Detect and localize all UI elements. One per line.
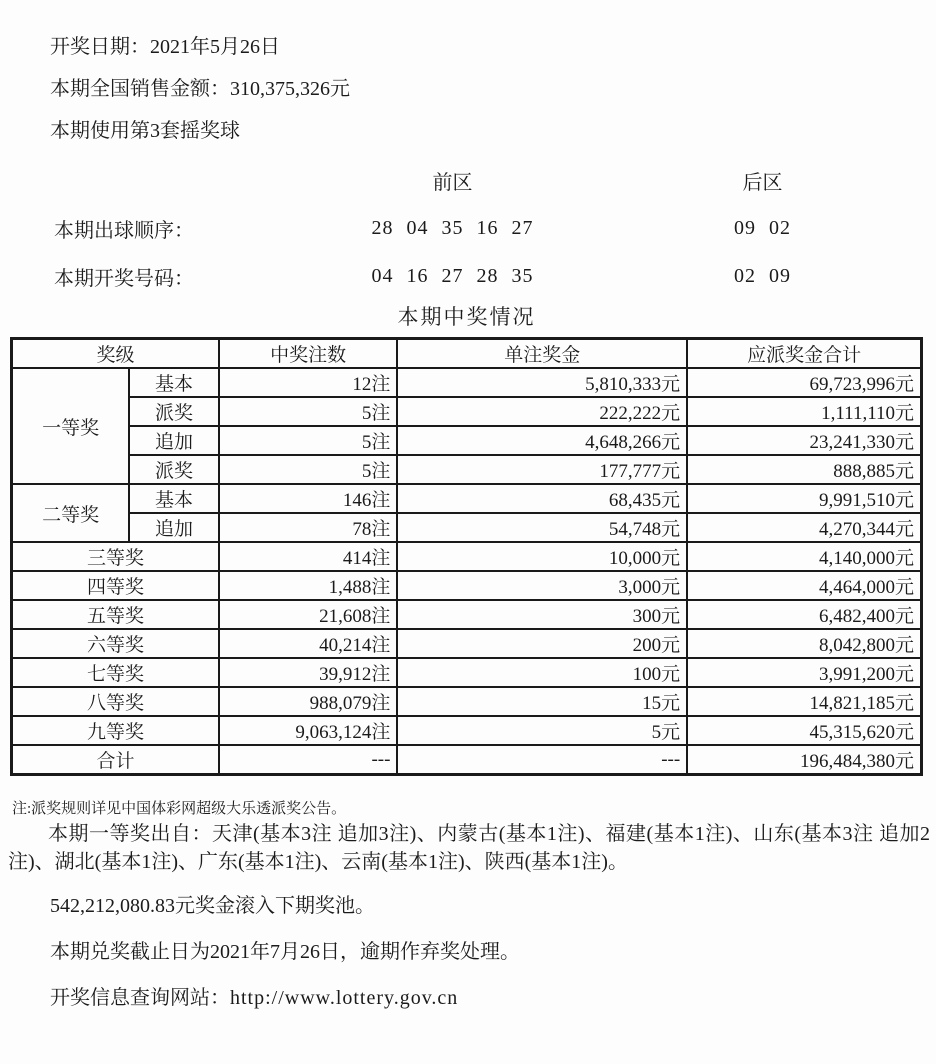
zones-section bbox=[0, 156, 920, 300]
total-row-label: 合计 bbox=[12, 745, 219, 775]
total-cell: 4,464,000元 bbox=[687, 571, 921, 600]
table-total-row bbox=[12, 745, 922, 775]
total-cell: 4,270,344元 bbox=[687, 513, 921, 542]
level-cell: 九等奖 bbox=[12, 716, 219, 745]
document-header bbox=[10, 36, 926, 162]
total-cell: 8,042,800元 bbox=[687, 629, 921, 658]
count-cell: 78注 bbox=[219, 513, 398, 542]
col-header-level: 奖级 bbox=[12, 339, 219, 369]
table-row bbox=[12, 542, 922, 571]
table-row bbox=[12, 484, 922, 513]
total-cell: 9,991,510元 bbox=[687, 484, 921, 513]
prize-type-cell: 基本 bbox=[129, 368, 219, 397]
sales-amount-line: 本期全国销售金额：310,375,326元 bbox=[50, 78, 350, 100]
prize-cell: 68,435元 bbox=[397, 484, 687, 513]
prize-cell: 100元 bbox=[397, 658, 687, 687]
total-cell: 45,315,620元 bbox=[687, 716, 921, 745]
table-row bbox=[12, 600, 922, 629]
draw-order-label: 本期出球顺序： bbox=[54, 219, 194, 242]
prize-cell: 4,648,266元 bbox=[397, 426, 687, 455]
winners-paragraph: 本期一等奖出自：天津(基本3注 追加3注)、内蒙古(基本1注)、福建(基本1注)、山东(基本3注 追加2注)、湖北(基本1注)、广东(基本1注)、云南(基本1注)、陕西(基本1注)。 bbox=[8, 823, 930, 873]
prize-type-cell: 派奖 bbox=[129, 455, 219, 484]
prize-cell: 5,810,333元 bbox=[397, 368, 687, 397]
website-line bbox=[10, 987, 926, 1009]
col-header-count: 中奖注数 bbox=[219, 339, 398, 369]
total-cell: 6,482,400元 bbox=[687, 600, 921, 629]
count-cell: 988,079注 bbox=[219, 687, 398, 716]
rule-note: 注:派奖规则详见中国体彩网超级大乐透派奖公告。 bbox=[12, 801, 347, 817]
table-row bbox=[12, 397, 922, 426]
table-row bbox=[12, 455, 922, 484]
total-cell: 14,821,185元 bbox=[687, 687, 921, 716]
prize-cell: 3,000元 bbox=[397, 571, 687, 600]
winning-numbers-row bbox=[0, 252, 920, 300]
second-prize-label: 二等奖 bbox=[12, 484, 130, 542]
level-cell: 五等奖 bbox=[12, 600, 219, 629]
count-cell: 5注 bbox=[219, 426, 398, 455]
count-cell: 5注 bbox=[219, 397, 398, 426]
draw-order-front-numbers: 28 04 35 16 27 bbox=[371, 216, 534, 239]
prize-type-cell: 派奖 bbox=[129, 397, 219, 426]
front-zone-label: 前区 bbox=[432, 171, 473, 194]
website-url: http://www.lottery.gov.cn bbox=[230, 987, 459, 1009]
total-row-total: 196,484,380元 bbox=[687, 745, 921, 775]
table-row bbox=[12, 426, 922, 455]
prize-cell: 5元 bbox=[397, 716, 687, 745]
col-header-total: 应派奖金合计 bbox=[687, 339, 921, 369]
level-cell: 六等奖 bbox=[12, 629, 219, 658]
total-cell: 4,140,000元 bbox=[687, 542, 921, 571]
total-cell: 69,723,996元 bbox=[687, 368, 921, 397]
count-cell: 12注 bbox=[219, 368, 398, 397]
count-cell: 21,608注 bbox=[219, 600, 398, 629]
winning-numbers-label: 本期开奖号码： bbox=[54, 267, 194, 290]
count-cell: 1,488注 bbox=[219, 571, 398, 600]
count-cell: 40,214注 bbox=[219, 629, 398, 658]
total-cell: 23,241,330元 bbox=[687, 426, 921, 455]
prize-cell: 300元 bbox=[397, 600, 687, 629]
count-cell: 5注 bbox=[219, 455, 398, 484]
count-cell: 9,063,124注 bbox=[219, 716, 398, 745]
total-cell: 3,991,200元 bbox=[687, 658, 921, 687]
back-zone-label: 后区 bbox=[742, 171, 783, 194]
level-cell: 八等奖 bbox=[12, 687, 219, 716]
count-cell: 414注 bbox=[219, 542, 398, 571]
level-cell: 三等奖 bbox=[12, 542, 219, 571]
prize-cell: 177,777元 bbox=[397, 455, 687, 484]
prize-cell: 222,222元 bbox=[397, 397, 687, 426]
total-cell: 888,885元 bbox=[687, 455, 921, 484]
count-cell: 39,912注 bbox=[219, 658, 398, 687]
deadline-line: 本期兑奖截止日为2021年7月26日，逾期作弃奖处理。 bbox=[50, 941, 520, 963]
prize-cell: 54,748元 bbox=[397, 513, 687, 542]
col-header-prize: 单注奖金 bbox=[397, 339, 687, 369]
prize-type-cell: 追加 bbox=[129, 426, 219, 455]
winning-numbers-back: 02 09 bbox=[734, 264, 791, 287]
total-row-prize: --- bbox=[397, 745, 687, 775]
table-row bbox=[12, 716, 922, 745]
level-cell: 七等奖 bbox=[12, 658, 219, 687]
table-row bbox=[12, 571, 922, 600]
table-row bbox=[12, 658, 922, 687]
table-row bbox=[12, 687, 922, 716]
first-prize-label: 一等奖 bbox=[12, 368, 130, 484]
prize-table bbox=[10, 337, 923, 776]
zone-header-row bbox=[0, 156, 920, 204]
table-row bbox=[12, 368, 922, 397]
draw-order-back-numbers: 09 02 bbox=[734, 216, 791, 239]
table-header-row bbox=[12, 339, 922, 369]
level-cell: 四等奖 bbox=[12, 571, 219, 600]
total-row-count: --- bbox=[219, 745, 398, 775]
winning-numbers-front: 04 16 27 28 35 bbox=[371, 264, 534, 287]
prize-table-title: 本期中奖情况 bbox=[397, 305, 536, 329]
table-row bbox=[12, 513, 922, 542]
count-cell: 146注 bbox=[219, 484, 398, 513]
prize-type-cell: 追加 bbox=[129, 513, 219, 542]
ball-set-line: 本期使用第3套摇奖球 bbox=[50, 120, 240, 142]
website-label: 开奖信息查询网站： bbox=[50, 987, 230, 1009]
draw-date-line: 开奖日期：2021年5月26日 bbox=[50, 36, 280, 58]
prize-cell: 10,000元 bbox=[397, 542, 687, 571]
total-cell: 1,111,110元 bbox=[687, 397, 921, 426]
draw-order-row bbox=[0, 204, 920, 252]
prize-cell: 15元 bbox=[397, 687, 687, 716]
prize-type-cell: 基本 bbox=[129, 484, 219, 513]
rollover-line: 542,212,080.83元奖金滚入下期奖池。 bbox=[50, 895, 375, 917]
table-row bbox=[12, 629, 922, 658]
prize-cell: 200元 bbox=[397, 629, 687, 658]
